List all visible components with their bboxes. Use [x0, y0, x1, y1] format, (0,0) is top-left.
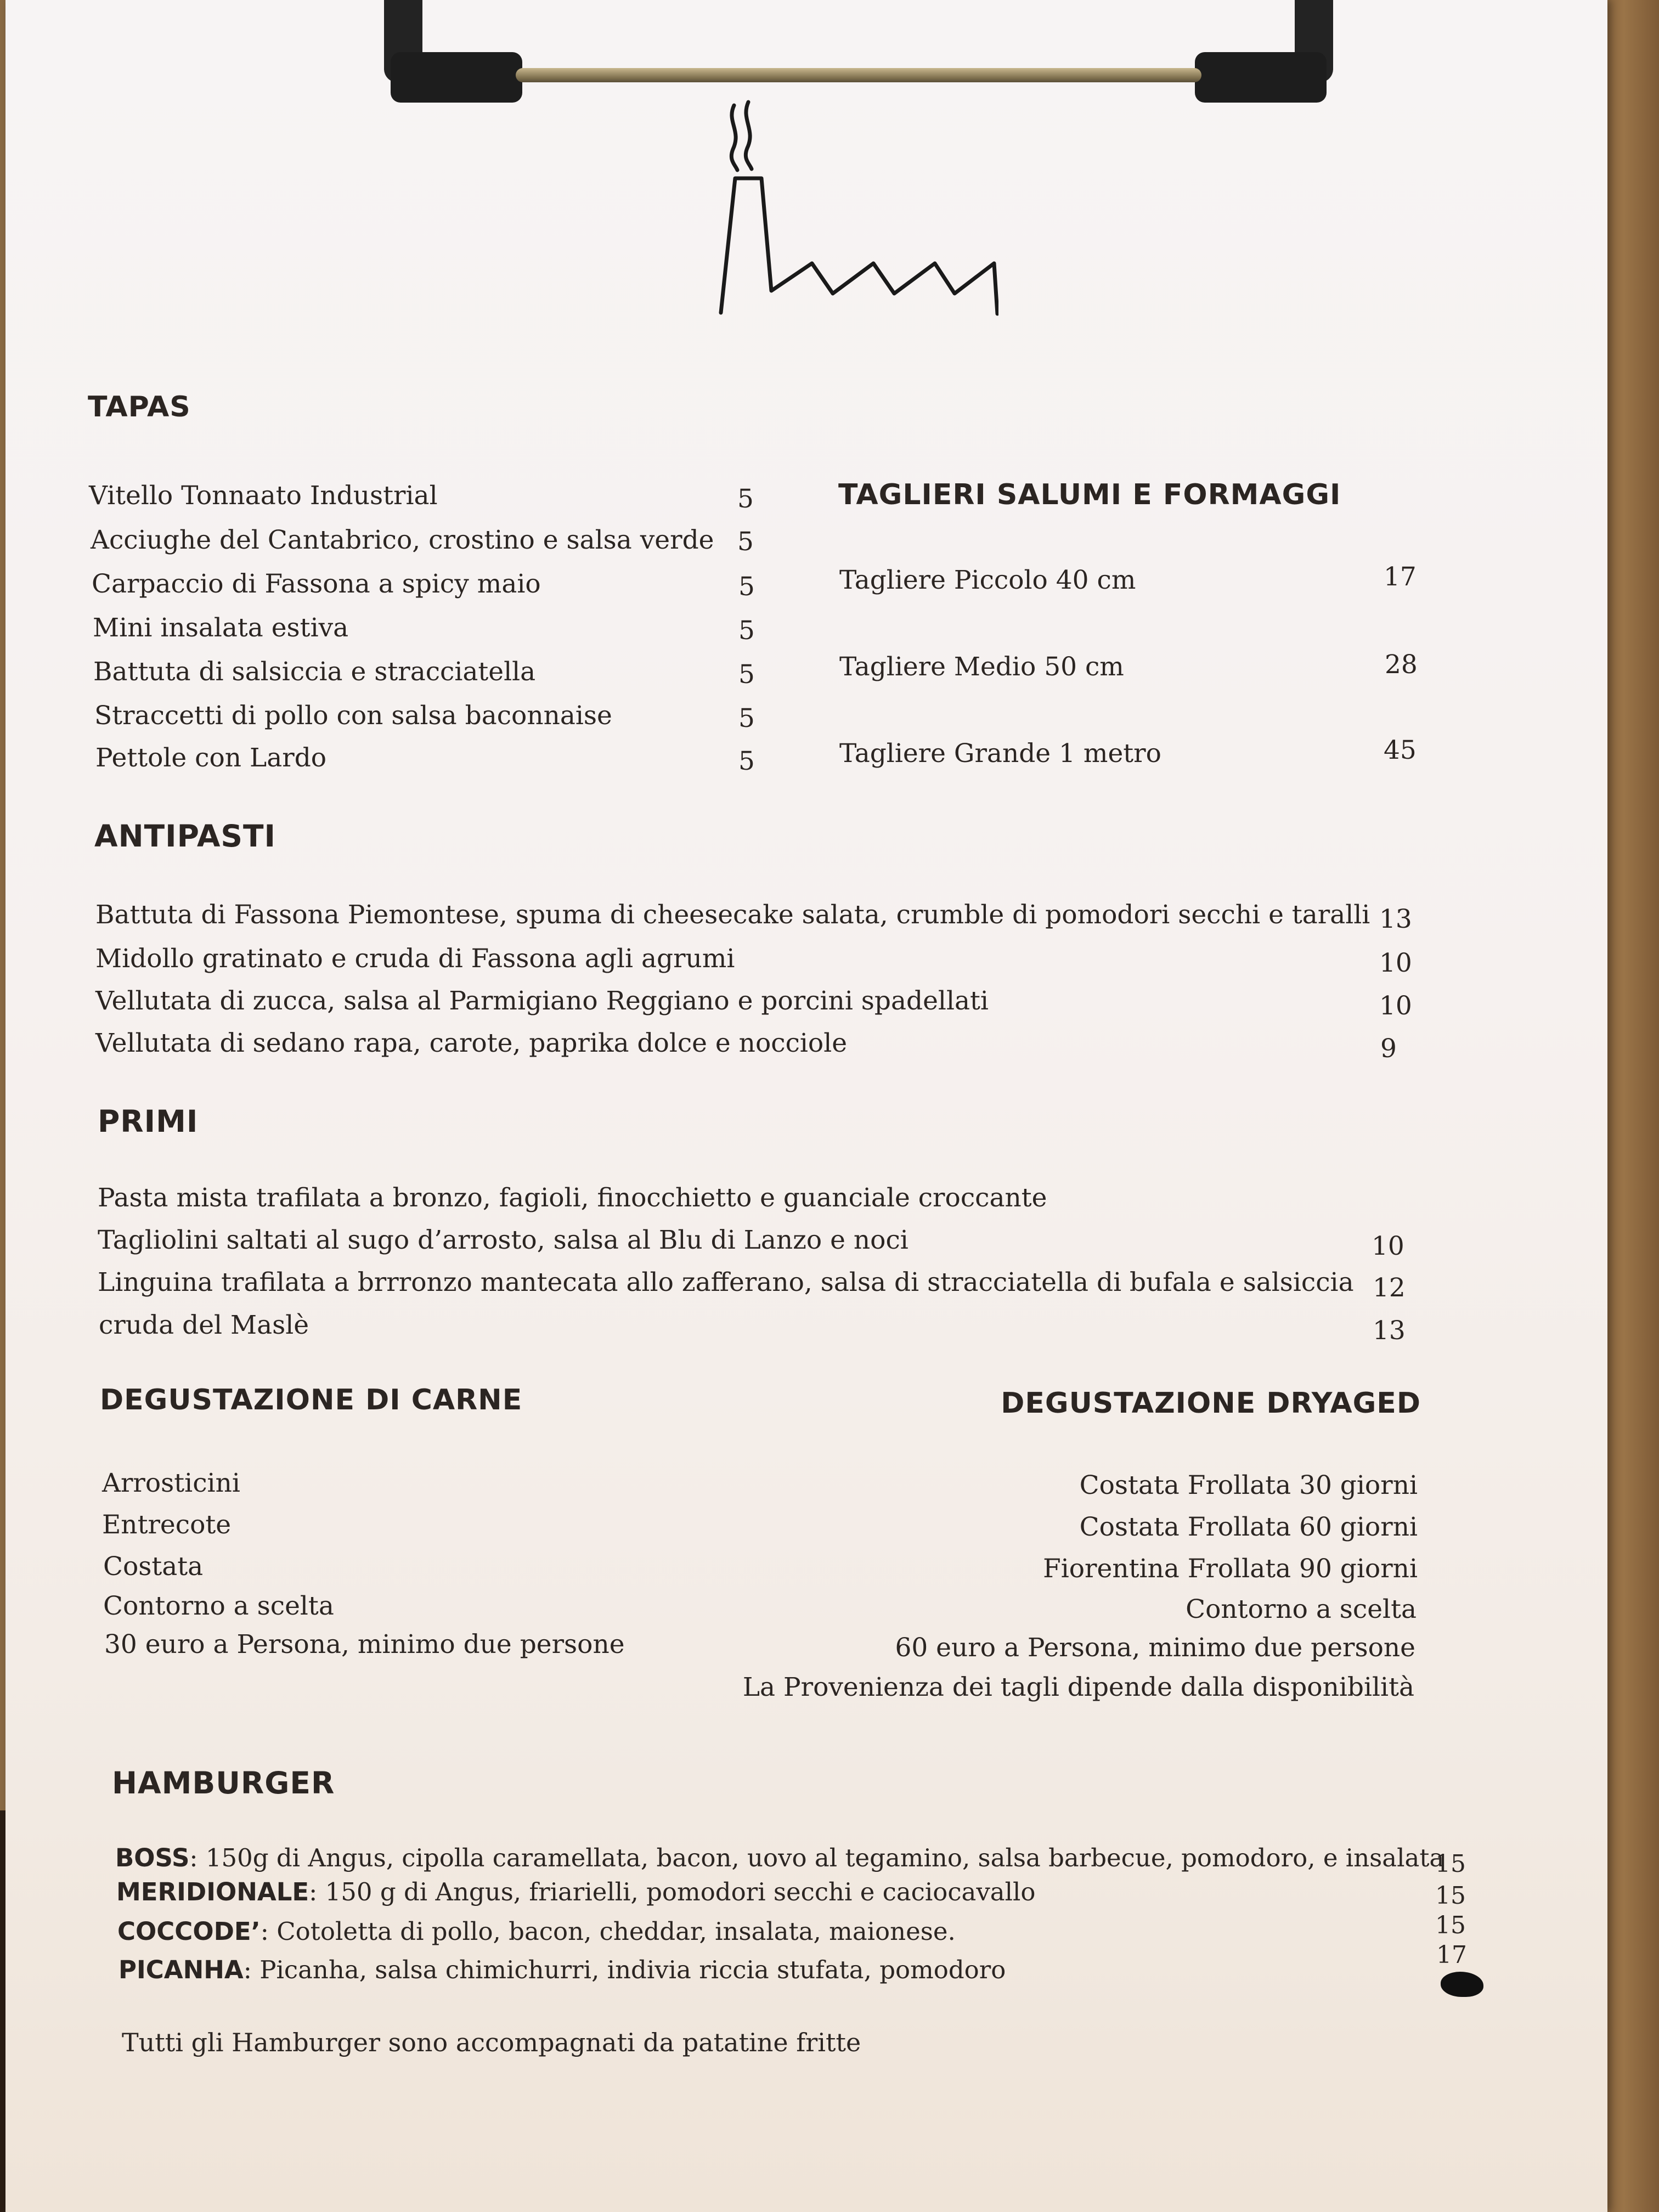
- item-price: 12: [1373, 1273, 1406, 1303]
- menu-sheet: [5, 0, 1607, 2212]
- item-price: 5: [737, 484, 754, 514]
- list-item: Tagliere Grande 1 metro: [839, 738, 1161, 769]
- section-title-degustazione-carne: DEGUSTAZIONE DI CARNE: [100, 1384, 523, 1417]
- list-item: Pasta mista trafilata a bronzo, fagioli, finocchietto e guanciale croccante: [98, 1183, 1047, 1213]
- list-item: Costata: [103, 1551, 204, 1582]
- section-title-tapas: TAPAS: [88, 391, 191, 424]
- list-item: Contorno a scelta: [1186, 1594, 1417, 1624]
- list-item: Vitello Tonnaato Industrial: [89, 481, 438, 511]
- list-item: [119, 1955, 1006, 1984]
- item-price: 15: [1435, 1850, 1466, 1878]
- burger-name: PICANHA: [119, 1955, 244, 1984]
- list-item: [115, 1843, 1444, 1872]
- list-item: Tagliere Piccolo 40 cm: [839, 565, 1136, 595]
- list-item: Battuta di Fassona Piemontese, spuma di cheesecake salata, crumble di pomodori secchi e taralli: [95, 900, 1370, 930]
- item-price: 5: [738, 746, 755, 776]
- item-price: 5: [738, 572, 755, 602]
- list-item: Fiorentina Frollata 90 giorni: [1043, 1554, 1418, 1584]
- section-title-primi: PRIMI: [98, 1104, 199, 1139]
- list-item: 30 euro a Persona, minimo due persone: [104, 1629, 625, 1660]
- list-item: Vellutata di sedano rapa, carote, paprika dolce e nocciole: [95, 1028, 848, 1058]
- item-price: 5: [737, 527, 754, 557]
- list-item: Costata Frollata 30 giorni: [1079, 1470, 1418, 1500]
- list-item: 60 euro a Persona, minimo due persone: [895, 1633, 1415, 1663]
- item-price: 13: [1373, 1316, 1406, 1346]
- ink-stain: [1441, 1972, 1483, 1997]
- burger-description: : 150g di Angus, cipolla caramellata, bacon, uovo al tegamino, salsa barbecue, pomodoro, e insalata: [189, 1843, 1444, 1872]
- section-title-degustazione-dryaged: DEGUSTAZIONE DRYAGED: [1001, 1387, 1421, 1420]
- burger-description: : Cotoletta di pollo, bacon, cheddar, insalata, maionese.: [260, 1917, 956, 1946]
- list-item: Carpaccio di Fassona a spicy maio: [92, 569, 541, 599]
- list-item: Straccetti di pollo con salsa baconnaise: [94, 701, 612, 731]
- burger-name: COCCODE’: [117, 1917, 261, 1946]
- list-item: [116, 1877, 1036, 1906]
- section-title-taglieri: TAGLIERI SALUMI E FORMAGGI: [838, 478, 1341, 511]
- item-price: 10: [1379, 948, 1412, 978]
- item-price: 10: [1379, 991, 1412, 1021]
- list-item: [117, 1917, 956, 1946]
- item-price: 15: [1435, 1882, 1466, 1910]
- item-price: 28: [1385, 650, 1418, 680]
- list-item: Mini insalata estiva: [93, 613, 349, 643]
- list-item: Tagliolini saltati al sugo d’arrosto, salsa al Blu di Lanzo e noci: [98, 1225, 909, 1255]
- item-price: 15: [1435, 1911, 1466, 1939]
- burger-description: : Picanha, salsa chimichurri, indivia riccia stufata, pomodoro: [243, 1955, 1006, 1984]
- factory-logo-icon: [713, 99, 998, 329]
- clipboard-clip: [384, 0, 1333, 110]
- list-item: Entrecote: [102, 1510, 232, 1540]
- item-price: 10: [1372, 1231, 1404, 1261]
- section-title-antipasti: ANTIPASTI: [94, 819, 276, 854]
- list-item: Vellutata di zucca, salsa al Parmigiano Reggiano e porcini spadellati: [95, 986, 989, 1016]
- list-item: Battuta di salsiccia e stracciatella: [93, 657, 536, 687]
- item-price: 13: [1379, 904, 1412, 934]
- item-price: 17: [1384, 562, 1417, 592]
- item-price: 17: [1436, 1941, 1467, 1969]
- list-item: Pettole con Lardo: [95, 743, 327, 773]
- list-item: Tagliere Medio 50 cm: [839, 652, 1124, 682]
- list-item: Contorno a scelta: [103, 1591, 334, 1621]
- section-title-hamburger: HAMBURGER: [112, 1765, 335, 1801]
- burger-name: MERIDIONALE: [116, 1877, 309, 1906]
- list-item: Arrosticini: [102, 1468, 240, 1498]
- list-item: cruda del Maslè: [99, 1310, 309, 1340]
- item-price: 45: [1384, 735, 1417, 765]
- list-item: Midollo gratinato e cruda di Fassona agli agrumi: [95, 944, 735, 974]
- list-item: Linguina trafilata a brrronzo mantecata allo zafferano, salsa di stracciatella di bufala e salsiccia: [98, 1267, 1354, 1297]
- list-item: Costata Frollata 60 giorni: [1079, 1512, 1418, 1542]
- hamburger-note: Tutti gli Hamburger sono accompagnati da patatine fritte: [122, 2028, 861, 2057]
- list-item: La Provenienza dei tagli dipende dalla disponibilità: [742, 1672, 1414, 1702]
- burger-description: : 150 g di Angus, friarielli, pomodori secchi e caciocavallo: [309, 1877, 1036, 1906]
- item-price: 5: [738, 616, 755, 646]
- item-price: 5: [738, 659, 755, 690]
- item-price: 9: [1380, 1034, 1397, 1064]
- item-price: 5: [738, 703, 755, 733]
- list-item: Acciughe del Cantabrico, crostino e salsa verde: [91, 525, 714, 555]
- burger-name: BOSS: [115, 1843, 190, 1872]
